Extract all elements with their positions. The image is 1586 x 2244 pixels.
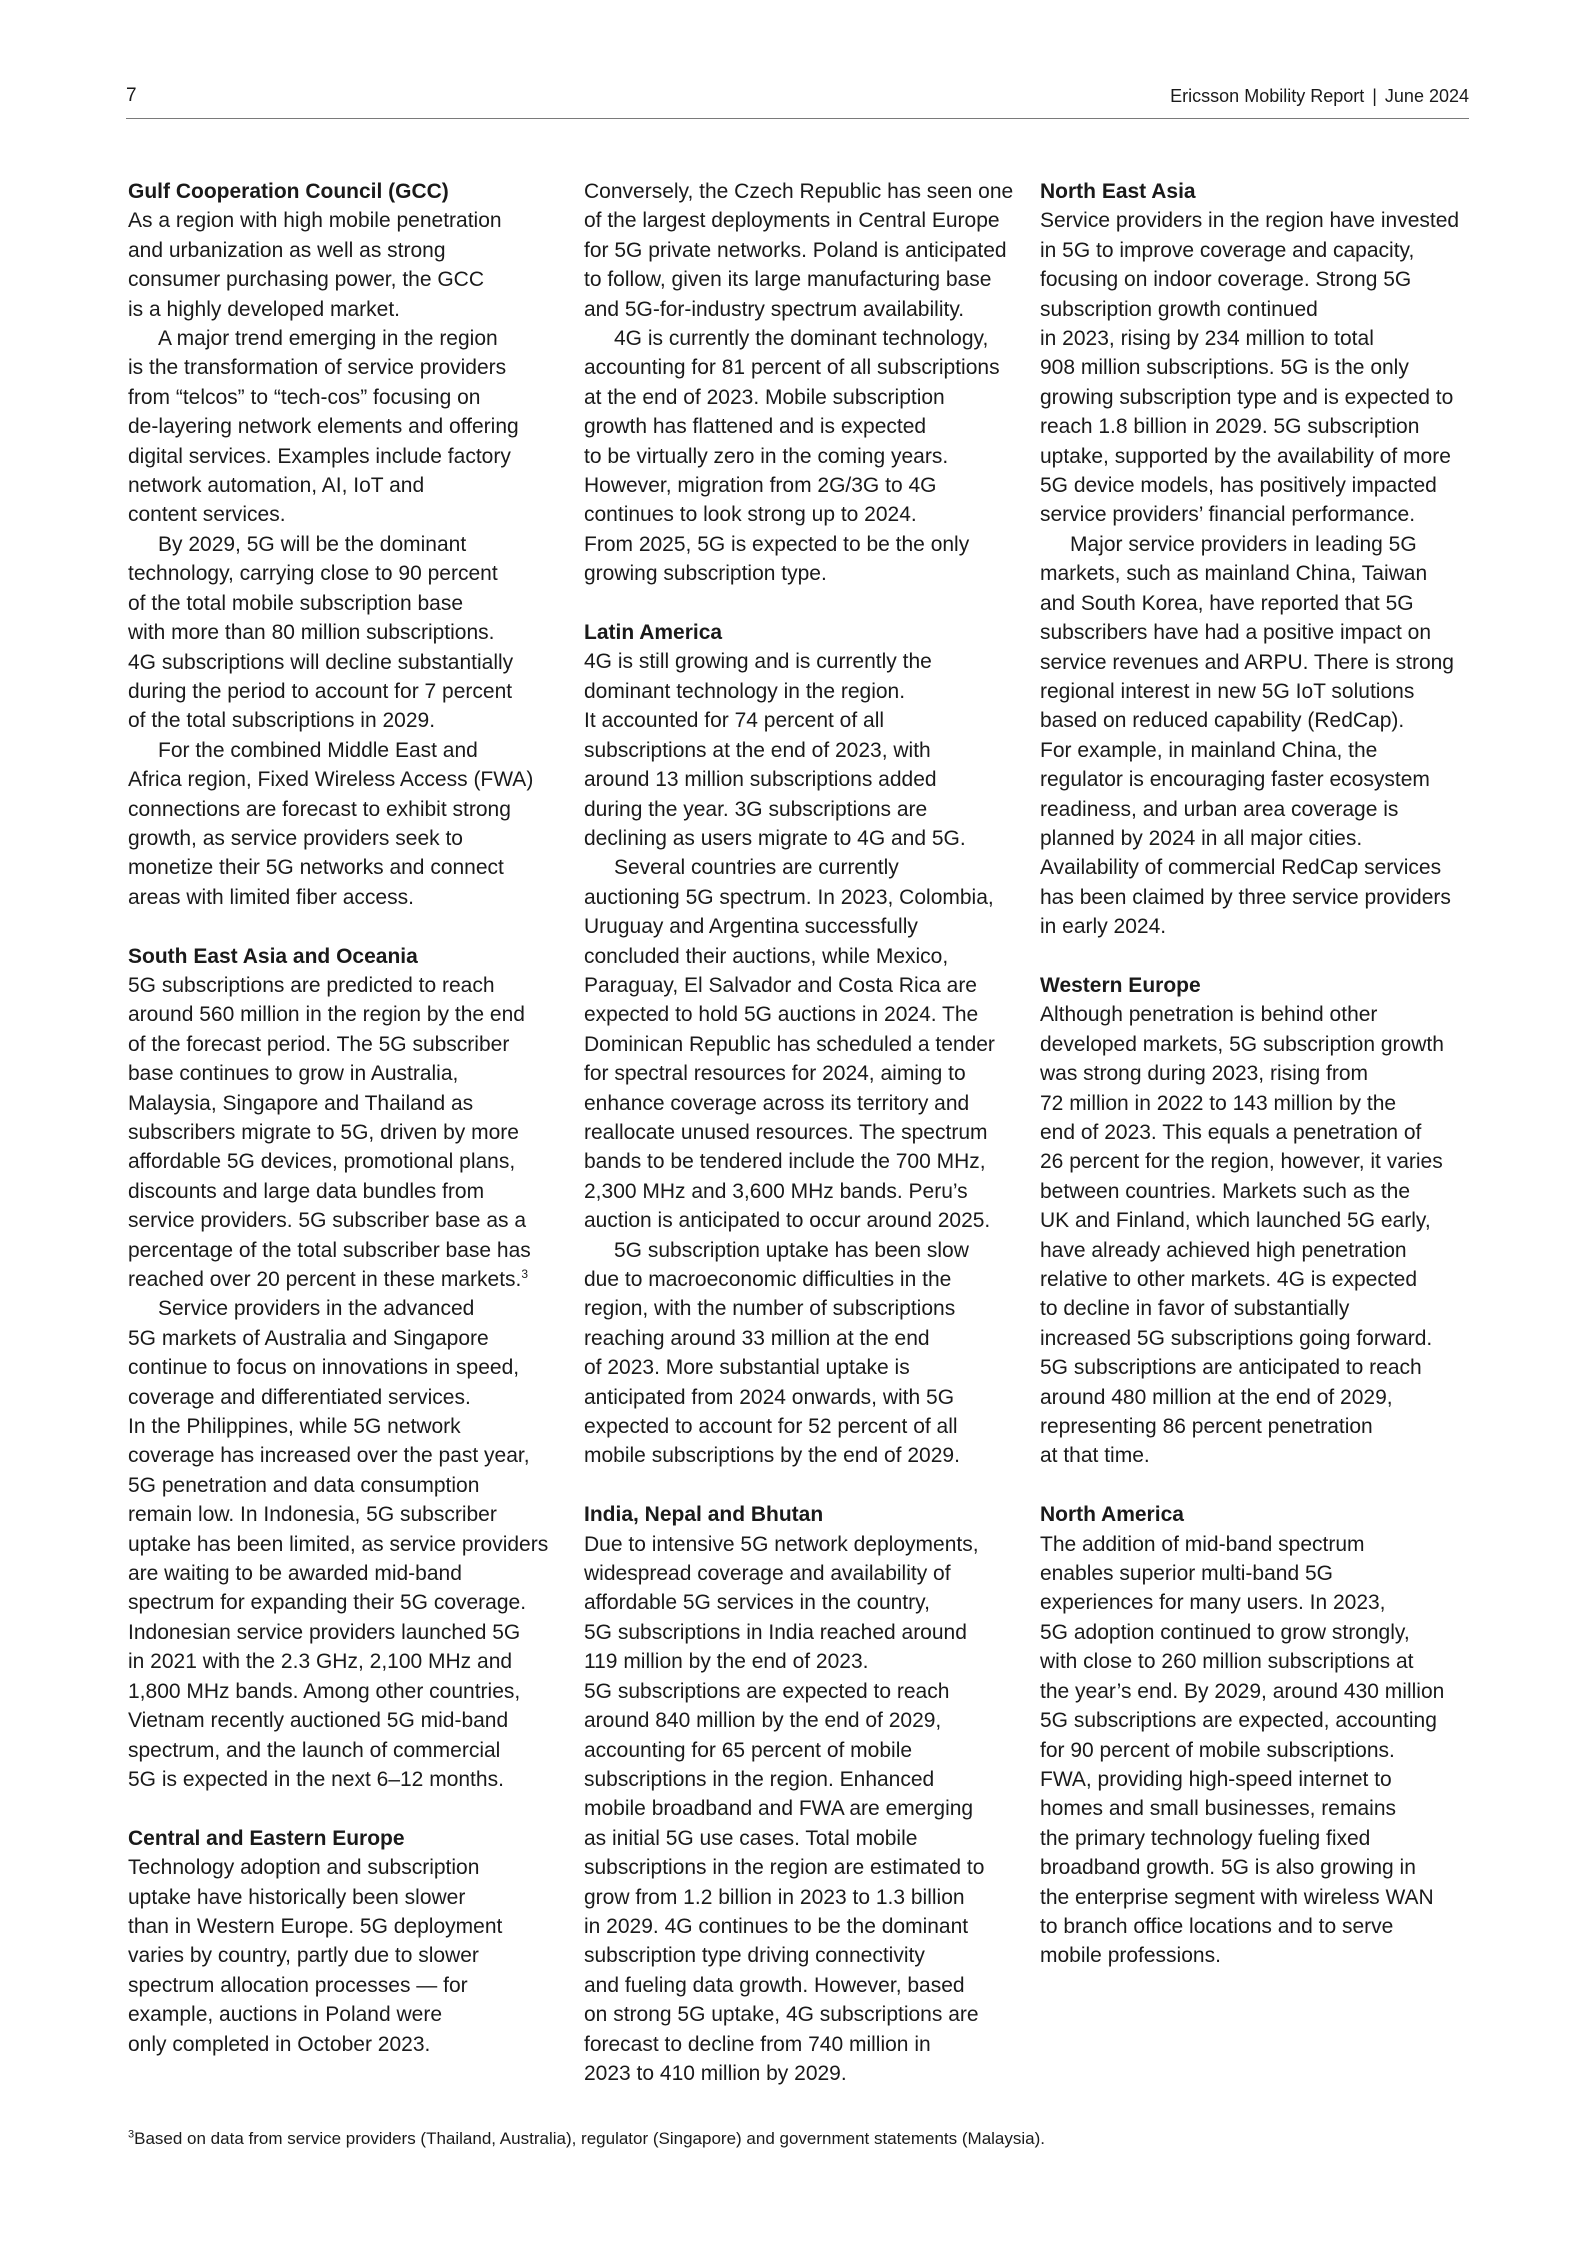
text-line: 5G is expected in the next 6–12 months. bbox=[128, 1767, 504, 1791]
body-paragraph bbox=[1040, 1530, 1472, 1971]
text-line: Conversely, the Czech Republic has seen one bbox=[584, 180, 1014, 203]
text-line: content services. bbox=[128, 503, 286, 527]
text-line: spectrum allocation processes — for bbox=[128, 1973, 468, 1997]
header-separator: | bbox=[1372, 86, 1377, 106]
page-number: 7 bbox=[126, 85, 137, 106]
text-line: between countries. Markets such as the bbox=[1040, 1179, 1411, 1203]
text-line: Service providers in the region have invested bbox=[1040, 209, 1460, 233]
body-paragraph bbox=[128, 971, 560, 1294]
text-line: service revenues and ARPU. There is strong bbox=[1040, 650, 1454, 674]
text-line: network automation, AI, IoT and bbox=[128, 474, 425, 498]
text-line: during the year. 3G subscriptions are bbox=[584, 797, 928, 821]
text-line: varies by country, partly due to slower bbox=[128, 1944, 479, 1968]
text-line: Although penetration is behind other bbox=[1040, 1003, 1378, 1027]
section-heading: North East Asia bbox=[1040, 180, 1196, 203]
text-line: are waiting to be awarded mid-band bbox=[128, 1562, 462, 1586]
text-line: declining as users migrate to 4G and 5G. bbox=[584, 826, 966, 850]
text-line: A major trend emerging in the region bbox=[158, 327, 498, 351]
text-line: Paraguay, El Salvador and Costa Rica are bbox=[584, 973, 977, 997]
section-heading: Gulf Cooperation Council (GCC) bbox=[128, 180, 449, 203]
text-line: auction is anticipated to occur around 2025. bbox=[584, 1209, 991, 1233]
text-line: to be virtually zero in the coming years. bbox=[584, 444, 949, 468]
body-paragraph bbox=[584, 1530, 1016, 2089]
text-line: Availability of commercial RedCap services bbox=[1040, 856, 1442, 880]
text-line: For the combined Middle East and bbox=[158, 738, 478, 762]
text-line: in 2021 with the 2.3 GHz, 2,100 MHz and bbox=[128, 1650, 513, 1674]
text-line: The addition of mid-band spectrum bbox=[1040, 1532, 1365, 1556]
text-line: reallocate unused resources. The spectrum bbox=[584, 1120, 988, 1144]
text-line: subscriptions in the region. Enhanced bbox=[584, 1767, 935, 1791]
text-line: coverage has increased over the past year, bbox=[128, 1444, 530, 1468]
body-paragraph bbox=[584, 177, 1016, 324]
footnote bbox=[128, 2128, 1045, 2150]
text-line: regulator is encouraging faster ecosystem bbox=[1040, 768, 1430, 792]
body-paragraph bbox=[128, 530, 560, 736]
text-line: reached over 20 percent in these markets. bbox=[128, 1268, 522, 1292]
text-line: percentage of the total subscriber base has bbox=[128, 1238, 531, 1262]
article-section bbox=[584, 177, 1016, 589]
text-line: 4G is still growing and is currently the bbox=[584, 650, 932, 674]
text-line: growth, as service providers seek to bbox=[128, 826, 463, 850]
text-line: at the end of 2023. Mobile subscription bbox=[584, 385, 945, 409]
publication-name: Ericsson Mobility Report bbox=[1170, 86, 1365, 106]
text-line: Service providers in the advanced bbox=[158, 1297, 475, 1321]
text-line: subscribers have had a positive impact on bbox=[1040, 621, 1432, 645]
text-line: mobile broadband and FWA are emerging bbox=[584, 1797, 974, 1821]
text-line: areas with limited fiber access. bbox=[128, 885, 414, 909]
text-line: in 2029. 4G continues to be the dominant bbox=[584, 1914, 969, 1938]
body-paragraph bbox=[128, 1853, 560, 2059]
text-line: 5G device models, has positively impacted bbox=[1040, 474, 1437, 498]
text-line: at that time. bbox=[1040, 1444, 1150, 1468]
text-line: was strong during 2023, rising from bbox=[1040, 1062, 1368, 1086]
text-line: in 2023, rising by 234 million to total bbox=[1040, 327, 1374, 351]
text-line: 908 million subscriptions. 5G is the only bbox=[1040, 356, 1409, 380]
article-column-3 bbox=[1040, 177, 1472, 1971]
section-heading: North America bbox=[1040, 1503, 1184, 1527]
text-line: of the largest deployments in Central Europe bbox=[584, 209, 1000, 233]
text-line: 26 percent for the region, however, it varies bbox=[1040, 1150, 1443, 1174]
text-line: reaching around 33 million at the end bbox=[584, 1326, 930, 1350]
article-section bbox=[128, 177, 560, 912]
text-line: for 90 percent of mobile subscriptions. bbox=[1040, 1738, 1395, 1762]
running-header bbox=[1170, 84, 1469, 108]
text-line: subscriptions in the region are estimated to bbox=[584, 1856, 985, 1880]
text-line: Uruguay and Argentina successfully bbox=[584, 915, 918, 939]
text-line: monetize their 5G networks and connect bbox=[128, 856, 504, 880]
text-line: growing subscription type and is expected to bbox=[1040, 385, 1454, 409]
article-section bbox=[584, 1500, 1016, 2088]
section-heading: Latin America bbox=[584, 621, 723, 645]
text-line: and 5G-for-industry spectrum availability. bbox=[584, 297, 965, 321]
text-line: 5G subscriptions are predicted to reach bbox=[128, 973, 495, 997]
text-line: Several countries are currently bbox=[614, 856, 899, 880]
footnote-mark: 3 bbox=[128, 2128, 135, 2141]
text-line: uptake has been limited, as service providers bbox=[128, 1532, 549, 1556]
text-line: around 480 million at the end of 2029, bbox=[1040, 1385, 1393, 1409]
text-line: spectrum for expanding their 5G coverage. bbox=[128, 1591, 527, 1615]
text-line: has been claimed by three service providers bbox=[1040, 885, 1451, 909]
text-line: 4G is currently the dominant technology, bbox=[614, 327, 989, 351]
article-column-1 bbox=[128, 177, 560, 2059]
text-line: coverage and differentiated services. bbox=[128, 1385, 471, 1409]
text-line: representing 86 percent penetration bbox=[1040, 1415, 1373, 1439]
text-line: to decline in favor of substantially bbox=[1040, 1297, 1350, 1321]
text-line: growth has flattened and is expected bbox=[584, 415, 927, 439]
text-line: for 5G private networks. Poland is anticipated bbox=[584, 238, 1007, 262]
footnote-text: Based on data from service providers (Thailand, Australia), regulator (Singapore) and government statements (Malaysia). bbox=[134, 2129, 1046, 2148]
text-line: 5G subscriptions are expected, accounting bbox=[1040, 1709, 1437, 1733]
text-line: homes and small businesses, remains bbox=[1040, 1797, 1396, 1821]
text-line: reach 1.8 billion in 2029. 5G subscription bbox=[1040, 415, 1420, 439]
article-section bbox=[584, 618, 1016, 1471]
text-line: However, migration from 2G/3G to 4G bbox=[584, 474, 937, 498]
body-paragraph bbox=[584, 647, 1016, 853]
text-line: subscription type driving connectivity bbox=[584, 1944, 925, 1968]
text-line: the primary technology fueling fixed bbox=[1040, 1826, 1371, 1850]
text-line: uptake have historically been slower bbox=[128, 1885, 466, 1909]
text-line: in early 2024. bbox=[1040, 915, 1167, 939]
text-line: subscription growth continued bbox=[1040, 297, 1318, 321]
body-paragraph bbox=[128, 206, 560, 324]
text-line: readiness, and urban area coverage is bbox=[1040, 797, 1399, 821]
publication-date: June 2024 bbox=[1384, 86, 1469, 106]
text-line: continues to look strong up to 2024. bbox=[584, 503, 917, 527]
text-line: grow from 1.2 billion in 2023 to 1.3 billion bbox=[584, 1885, 965, 1909]
text-line: for spectral resources for 2024, aiming to bbox=[584, 1062, 966, 1086]
text-line: of the forecast period. The 5G subscriber bbox=[128, 1032, 510, 1056]
text-line: accounting for 81 percent of all subscriptions bbox=[584, 356, 1000, 380]
text-line: By 2029, 5G will be the dominant bbox=[158, 532, 467, 556]
text-line: 72 million in 2022 to 143 million by the bbox=[1040, 1091, 1397, 1115]
text-line: discounts and large data bundles from bbox=[128, 1179, 485, 1203]
text-line: as initial 5G use cases. Total mobile bbox=[584, 1826, 918, 1850]
text-line: digital services. Examples include factory bbox=[128, 444, 511, 468]
text-line: For example, in mainland China, the bbox=[1040, 738, 1378, 762]
text-line: subscriptions at the end of 2023, with bbox=[584, 738, 931, 762]
text-line: FWA, providing high-speed internet to bbox=[1040, 1767, 1392, 1791]
text-line: Africa region, Fixed Wireless Access (FWA) bbox=[128, 768, 534, 792]
text-line: Due to intensive 5G network deployments, bbox=[584, 1532, 979, 1556]
body-paragraph bbox=[1040, 1000, 1472, 1471]
text-line: 119 million by the end of 2023. bbox=[584, 1650, 869, 1674]
article-section bbox=[128, 942, 560, 1795]
body-paragraph bbox=[1040, 206, 1472, 529]
text-line: 5G markets of Australia and Singapore bbox=[128, 1326, 489, 1350]
text-line: In the Philippines, while 5G network bbox=[128, 1415, 461, 1439]
text-line: concluded their auctions, while Mexico, bbox=[584, 944, 949, 968]
text-line: around 13 million subscriptions added bbox=[584, 768, 937, 792]
text-line: have already achieved high penetration bbox=[1040, 1238, 1407, 1262]
text-line: and urbanization as well as strong bbox=[128, 238, 446, 262]
text-line: to follow, given its large manufacturing base bbox=[584, 268, 992, 292]
text-line: Malaysia, Singapore and Thailand as bbox=[128, 1091, 474, 1115]
footnote-reference: 3 bbox=[521, 1267, 529, 1282]
text-line: Indonesian service providers launched 5G bbox=[128, 1620, 521, 1644]
text-line: subscribers migrate to 5G, driven by more bbox=[128, 1120, 519, 1144]
body-paragraph bbox=[584, 324, 1016, 589]
text-line: 5G subscriptions in India reached around bbox=[584, 1620, 967, 1644]
text-line: continue to focus on innovations in speed, bbox=[128, 1356, 520, 1380]
header-rule bbox=[126, 118, 1469, 119]
text-line: Vietnam recently auctioned 5G mid-band bbox=[128, 1709, 509, 1733]
text-line: forecast to decline from 740 million in bbox=[584, 2032, 931, 2056]
text-line: end of 2023. This equals a penetration of bbox=[1040, 1120, 1422, 1144]
text-line: enhance coverage across its territory and bbox=[584, 1091, 970, 1115]
text-line: with close to 260 million subscriptions at bbox=[1040, 1650, 1414, 1674]
text-line: connections are forecast to exhibit strong bbox=[128, 797, 511, 821]
text-line: broadband growth. 5G is also growing in bbox=[1040, 1856, 1416, 1880]
text-line: is a highly developed market. bbox=[128, 297, 400, 321]
text-line: only completed in October 2023. bbox=[128, 2032, 431, 2056]
text-line: remain low. In Indonesia, 5G subscriber bbox=[128, 1503, 497, 1527]
text-line: to branch office locations and to serve bbox=[1040, 1914, 1394, 1938]
text-line: relative to other markets. 4G is expected bbox=[1040, 1268, 1418, 1292]
text-line: during the period to account for 7 percent bbox=[128, 679, 513, 703]
text-line: From 2025, 5G is expected to be the only bbox=[584, 532, 970, 556]
text-line: regional interest in new 5G IoT solutions bbox=[1040, 679, 1415, 703]
article-column-2 bbox=[584, 177, 1016, 2088]
text-line: Dominican Republic has scheduled a tender bbox=[584, 1032, 995, 1056]
text-line: mobile subscriptions by the end of 2029. bbox=[584, 1444, 960, 1468]
text-line: enables superior multi-band 5G bbox=[1040, 1562, 1333, 1586]
body-paragraph bbox=[128, 736, 560, 912]
text-line: mobile professions. bbox=[1040, 1944, 1221, 1968]
text-line: 5G subscriptions are anticipated to reach bbox=[1040, 1356, 1422, 1380]
text-line: region, with the number of subscriptions bbox=[584, 1297, 956, 1321]
article-section bbox=[128, 1824, 560, 2059]
text-line: markets, such as mainland China, Taiwan bbox=[1040, 562, 1428, 586]
text-line: and fueling data growth. However, based bbox=[584, 1973, 965, 1997]
text-line: in 5G to improve coverage and capacity, bbox=[1040, 238, 1415, 262]
body-paragraph bbox=[128, 1294, 560, 1794]
text-line: service providers. 5G subscriber base as a bbox=[128, 1209, 527, 1233]
text-line: service providers’ financial performance. bbox=[1040, 503, 1416, 527]
text-line: the year’s end. By 2029, around 430 million bbox=[1040, 1679, 1445, 1703]
text-line: focusing on indoor coverage. Strong 5G bbox=[1040, 268, 1412, 292]
text-line: growing subscription type. bbox=[584, 562, 827, 586]
text-line: auctioning 5G spectrum. In 2023, Colombia, bbox=[584, 885, 994, 909]
text-line: around 560 million in the region by the end bbox=[128, 1003, 525, 1027]
text-line: dominant technology in the region. bbox=[584, 679, 906, 703]
text-line: due to macroeconomic difficulties in the bbox=[584, 1268, 952, 1292]
text-line: developed markets, 5G subscription growth bbox=[1040, 1032, 1444, 1056]
text-line: 4G subscriptions will decline substantially bbox=[128, 650, 514, 674]
text-line: example, auctions in Poland were bbox=[128, 2003, 443, 2027]
text-line: increased 5G subscriptions going forward. bbox=[1040, 1326, 1433, 1350]
text-line: As a region with high mobile penetration bbox=[128, 209, 502, 233]
article-section bbox=[1040, 1500, 1472, 1971]
section-heading: Western Europe bbox=[1040, 973, 1201, 997]
text-line: affordable 5G devices, promotional plans, bbox=[128, 1150, 516, 1174]
text-line: Major service providers in leading 5G bbox=[1070, 532, 1417, 556]
text-line: de-layering network elements and offering bbox=[128, 415, 519, 439]
text-line: base continues to grow in Australia, bbox=[128, 1062, 459, 1086]
section-heading: India, Nepal and Bhutan bbox=[584, 1503, 824, 1527]
text-line: UK and Finland, which launched 5G early, bbox=[1040, 1209, 1431, 1233]
section-heading: Central and Eastern Europe bbox=[128, 1826, 405, 1850]
body-paragraph bbox=[584, 853, 1016, 1235]
text-line: bands to be tendered include the 700 MHz, bbox=[584, 1150, 986, 1174]
body-paragraph bbox=[584, 1236, 1016, 1471]
text-line: with more than 80 million subscriptions. bbox=[128, 621, 495, 645]
text-line: 5G penetration and data consumption bbox=[128, 1473, 480, 1497]
text-line: technology, carrying close to 90 percent bbox=[128, 562, 498, 586]
text-line: the enterprise segment with wireless WAN bbox=[1040, 1885, 1434, 1909]
text-line: 5G subscriptions are expected to reach bbox=[584, 1679, 950, 1703]
text-line: It accounted for 74 percent of all bbox=[584, 709, 885, 733]
text-line: from “telcos” to “tech-cos” focusing on bbox=[128, 385, 481, 409]
article-section bbox=[1040, 971, 1472, 1471]
section-heading: South East Asia and Oceania bbox=[128, 944, 418, 968]
article-section bbox=[1040, 177, 1472, 942]
text-line: 1,800 MHz bands. Among other countries, bbox=[128, 1679, 521, 1703]
text-line: of the total mobile subscription base bbox=[128, 591, 464, 615]
body-paragraph bbox=[1040, 530, 1472, 942]
text-line: widespread coverage and availability of bbox=[584, 1562, 951, 1586]
text-line: 2023 to 410 million by 2029. bbox=[584, 2061, 847, 2085]
text-line: planned by 2024 in all major cities. bbox=[1040, 826, 1363, 850]
text-line: uptake, supported by the availability of more bbox=[1040, 444, 1451, 468]
text-line: is the transformation of service providers bbox=[128, 356, 507, 380]
text-line: affordable 5G services in the country, bbox=[584, 1591, 930, 1615]
text-line: on strong 5G uptake, 4G subscriptions are bbox=[584, 2003, 979, 2027]
text-line: around 840 million by the end of 2029, bbox=[584, 1709, 942, 1733]
text-line: anticipated from 2024 onwards, with 5G bbox=[584, 1385, 955, 1409]
text-line: spectrum, and the launch of commercial bbox=[128, 1738, 501, 1762]
text-line: expected to account for 52 percent of all bbox=[584, 1415, 958, 1439]
text-line: Technology adoption and subscription bbox=[128, 1856, 480, 1880]
text-line: experiences for many users. In 2023, bbox=[1040, 1591, 1386, 1615]
text-line: 5G subscription uptake has been slow bbox=[614, 1238, 969, 1262]
body-paragraph bbox=[128, 324, 560, 530]
text-line: than in Western Europe. 5G deployment bbox=[128, 1914, 503, 1938]
text-line: consumer purchasing power, the GCC bbox=[128, 268, 485, 292]
text-line: 5G adoption continued to grow strongly, bbox=[1040, 1620, 1410, 1644]
text-line: accounting for 65 percent of mobile bbox=[584, 1738, 913, 1762]
text-line: expected to hold 5G auctions in 2024. The bbox=[584, 1003, 979, 1027]
text-line: of the total subscriptions in 2029. bbox=[128, 709, 436, 733]
text-line: of 2023. More substantial uptake is bbox=[584, 1356, 910, 1380]
text-line: 2,300 MHz and 3,600 MHz bands. Peru’s bbox=[584, 1179, 968, 1203]
text-line: and South Korea, have reported that 5G bbox=[1040, 591, 1414, 615]
text-line: based on reduced capability (RedCap). bbox=[1040, 709, 1405, 733]
